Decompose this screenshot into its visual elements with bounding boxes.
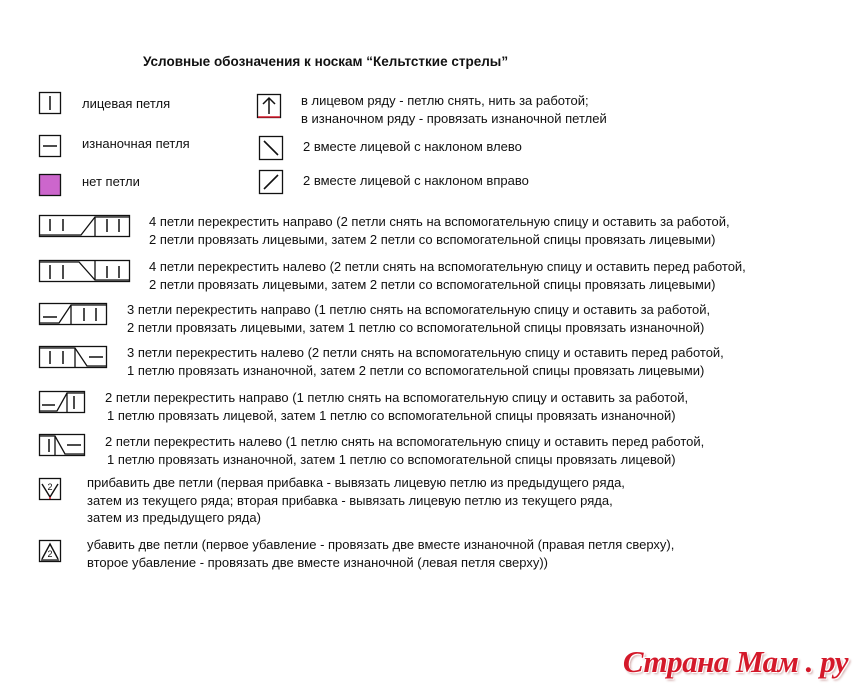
cable-2-left-icon <box>39 434 85 456</box>
legend-label-no-stitch: нет петли <box>82 174 140 189</box>
increase-2-icon <box>39 478 61 500</box>
decrease-text: убавить две петли (первое убавление - провязать две вместе изнаночной (правая петля сверху), второе убавление - провязать две вместе изнаночной (левая петля сверху)) <box>87 537 675 570</box>
k2tog-right-icon <box>259 170 283 194</box>
cable-2-left-text: 2 петли перекрестить налево (1 петлю снять на вспомогательную спицу и оставить перед работой, 1 петлю провязать изнаночной, затем 1 петлю со вспомогательной спицы провязать лицевой) <box>105 434 705 467</box>
decrease-symbol: 2 <box>47 549 53 559</box>
cable-3-right-icon <box>39 303 107 325</box>
increase-symbol: 2 <box>47 482 53 492</box>
cable-2-right-text: 2 петли перекрестить направо (1 петлю снять на вспомогательную спицу и оставить за работой, 1 петлю провязать лицевой, затем 1 петлю со вспомогательной спицы провязать изнаночной) <box>105 390 689 423</box>
purl-stitch-icon <box>39 135 61 157</box>
cable-4-right-text: 4 петли перекрестить направо (2 петли снять на вспомогательную спицу и оставить за работой, 2 петли провязать лицевыми, затем 2 петли со вспомогательной спицы провязать лицевыми) <box>149 214 730 247</box>
cable-4-left-text: 4 петли перекрестить налево (2 петли снять на вспомогательную спицу и оставить перед работой, 2 петли провязать лицевыми, затем 2 петли со вспомогательной спицы провязать лицевыми) <box>149 259 746 292</box>
decrease-2-icon <box>39 540 61 562</box>
page-title: Условные обозначения к носкам “Кельтсткие стрелы” <box>143 54 509 69</box>
legend-label-purl: изнаночная петля <box>82 136 190 151</box>
increase-text: прибавить две петли (первая прибавка - вывязать лицевую петлю из предыдущего ряда, затем из текущего ряда; вторая прибавка - вывязать лицевую петлю из текущего ряда, затем из предыдущего ряда) <box>87 475 625 525</box>
slip-stitch-icon <box>257 94 281 118</box>
cable-3-left-text: 3 петли перекрестить налево (2 петли снять на вспомогательную спицу и оставить перед работой, 1 петлю провязать изнаночной, затем 2 петли со вспомогательной спицы провязать лицевыми) <box>127 345 724 378</box>
cable-3-left-icon <box>39 346 107 368</box>
cable-4-left-icon <box>39 260 130 282</box>
cable-3-right-text: 3 петли перекрестить направо (1 петлю снять на вспомогательную спицу и оставить за работой, 2 петли провязать лицевыми, затем 1 петлю со вспомогательной спицы провязать изнаночной) <box>127 302 711 335</box>
legend-slip-text: в лицевом ряду - петлю снять, нить за работой; в изнаночном ряду - провязать изнаночной петлей <box>301 93 607 126</box>
k2tog-left-icon <box>259 136 283 160</box>
cable-2-right-icon <box>39 391 85 413</box>
no-stitch-icon <box>39 174 61 196</box>
legend-label-k2tog-left: 2 вместе лицевой с наклоном влево <box>303 139 522 154</box>
legend-label-k2tog-right: 2 вместе лицевой с наклоном вправо <box>303 173 529 188</box>
knit-stitch-icon <box>39 92 61 114</box>
cable-4-right-icon <box>39 215 130 237</box>
legend-label-knit: лицевая петля <box>82 96 171 111</box>
watermark-logo: Страна Мам . ру <box>622 644 848 679</box>
